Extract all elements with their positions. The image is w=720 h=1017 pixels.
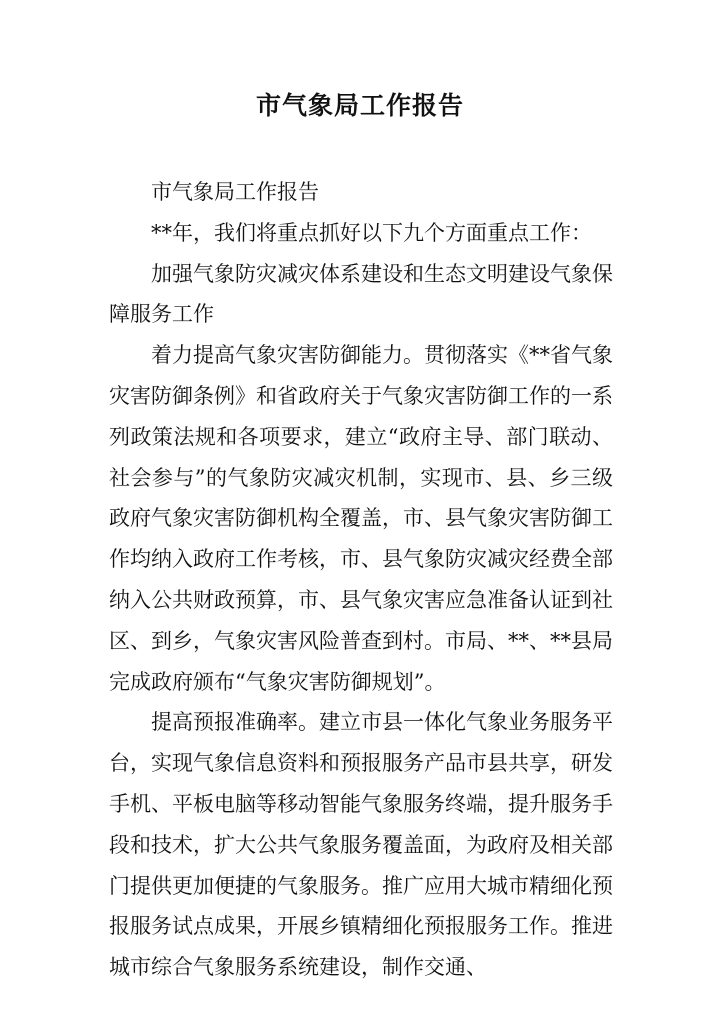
paragraph-intro: **年，我们将重点抓好以下九个方面重点工作：: [151, 220, 592, 245]
document-title: 市气象局工作报告: [255, 91, 464, 120]
paragraph-forecast-accuracy: 提高预报准确率。建立市县一体化气象业务服务平台，实现气象信息资料和预报服务产品市县共享，研发手机、平板电脑等移动智能气象服务终端，提升服务手段和技术，扩大公共气象服务覆盖面，为政府及相关部门提供更加便捷的气象服务。推广应用大城市精细化预报服务试点成果，开展乡镇精细化预报服务工作。推进城市综合气象服务系统建设，制作交通、: [109, 710, 613, 980]
paragraph-subtitle: 市气象局工作报告: [151, 180, 319, 204]
paragraph-section-heading: 加强气象防灾减灾体系建设和生态文明建设气象保障服务工作: [109, 261, 613, 327]
paragraph-disaster-defense: 着力提高气象灾害防御能力。贯彻落实《**省气象灾害防御条例》和省政府关于气象灾害防御工作的一系列政策法规和各项要求，建立“政府主导、部门联动、社会参与”的气象防灾减灾机制，实现市、县、乡三级政府气象灾害防御机构全覆盖，市、县气象灾害防御工作均纳入政府工作考核，市、县气象防灾减灾经费全部纳入公共财政预算，市、县气象灾害应急准备认证到社区、到乡，气象灾害风险普查到村。市局、**、**县局完成政府颁布“气象灾害防御规划”。: [109, 343, 613, 694]
document-body: [109, 172, 613, 988]
